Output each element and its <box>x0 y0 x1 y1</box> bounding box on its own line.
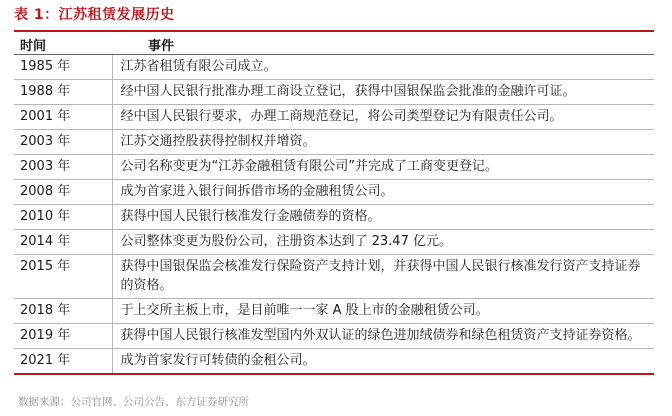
history-table <box>14 34 654 375</box>
table-row <box>14 205 654 230</box>
row-event: 经中国人民银行批准办理工商设立登记，获得中国银保监会批准的金融许可证。 <box>112 80 654 105</box>
row-event: 公司名称变更为“江苏金融租赁有限公司”并完成了工商变更登记。 <box>112 155 654 180</box>
table-row <box>14 299 654 324</box>
table-header-row <box>14 34 654 55</box>
row-event: 获得中国人民银行核准发型国内外双认证的绿色进加绒债券和绿色租赁资产支持证券资格。 <box>112 324 654 349</box>
row-year: 2019 年 <box>14 324 112 349</box>
table-row <box>14 130 654 155</box>
row-event: 于上交所主板上市，是目前唯一一家 A 股上市的金融租赁公司。 <box>112 299 654 324</box>
row-year: 2018 年 <box>14 299 112 324</box>
row-year: 2021 年 <box>14 349 112 375</box>
row-event: 经中国人民银行要求，办理工商规范登记，将公司类型登记为有限责任公司。 <box>112 105 654 130</box>
row-event: 获得中国人民银行核准发行金融债券的资格。 <box>112 205 654 230</box>
row-event: 公司整体变更为股份公司，注册资本达到了 23.47 亿元。 <box>112 230 654 255</box>
row-year: 2003 年 <box>14 155 112 180</box>
row-event: 成为首家进入银行间拆借市场的金融租赁公司。 <box>112 180 654 205</box>
table-title: 表 1：江苏租赁发展历史 <box>14 7 175 23</box>
table-row <box>14 230 654 255</box>
row-year: 2003 年 <box>14 130 112 155</box>
row-year: 2008 年 <box>14 180 112 205</box>
table-row <box>14 180 654 205</box>
row-year: 1988 年 <box>14 80 112 105</box>
row-year: 2010 年 <box>14 205 112 230</box>
table-row <box>14 349 654 375</box>
source-note: 数据来源：公司官网、公司公告、东方证券研究所 <box>18 396 249 408</box>
column-header-event: 事件 <box>112 34 654 55</box>
title-rule <box>14 30 654 32</box>
row-event: 获得中国银保监会核准发行保险资产支持计划，并获得中国人民银行核准发行资产支持证券的资格。 <box>112 255 654 299</box>
row-event: 江苏交通控股获得控制权并增资。 <box>112 130 654 155</box>
row-year: 2015 年 <box>14 255 112 299</box>
table-row <box>14 80 654 105</box>
table-row <box>14 105 654 130</box>
table-row <box>14 255 654 299</box>
table-row <box>14 155 654 180</box>
row-year: 1985 年 <box>14 55 112 80</box>
row-year: 2014 年 <box>14 230 112 255</box>
row-year: 2001 年 <box>14 105 112 130</box>
column-header-time: 时间 <box>14 34 112 55</box>
table-row <box>14 55 654 80</box>
row-event: 江苏省租赁有限公司成立。 <box>112 55 654 80</box>
row-event: 成为首家发行可转债的金租公司。 <box>112 349 654 375</box>
table-row <box>14 324 654 349</box>
